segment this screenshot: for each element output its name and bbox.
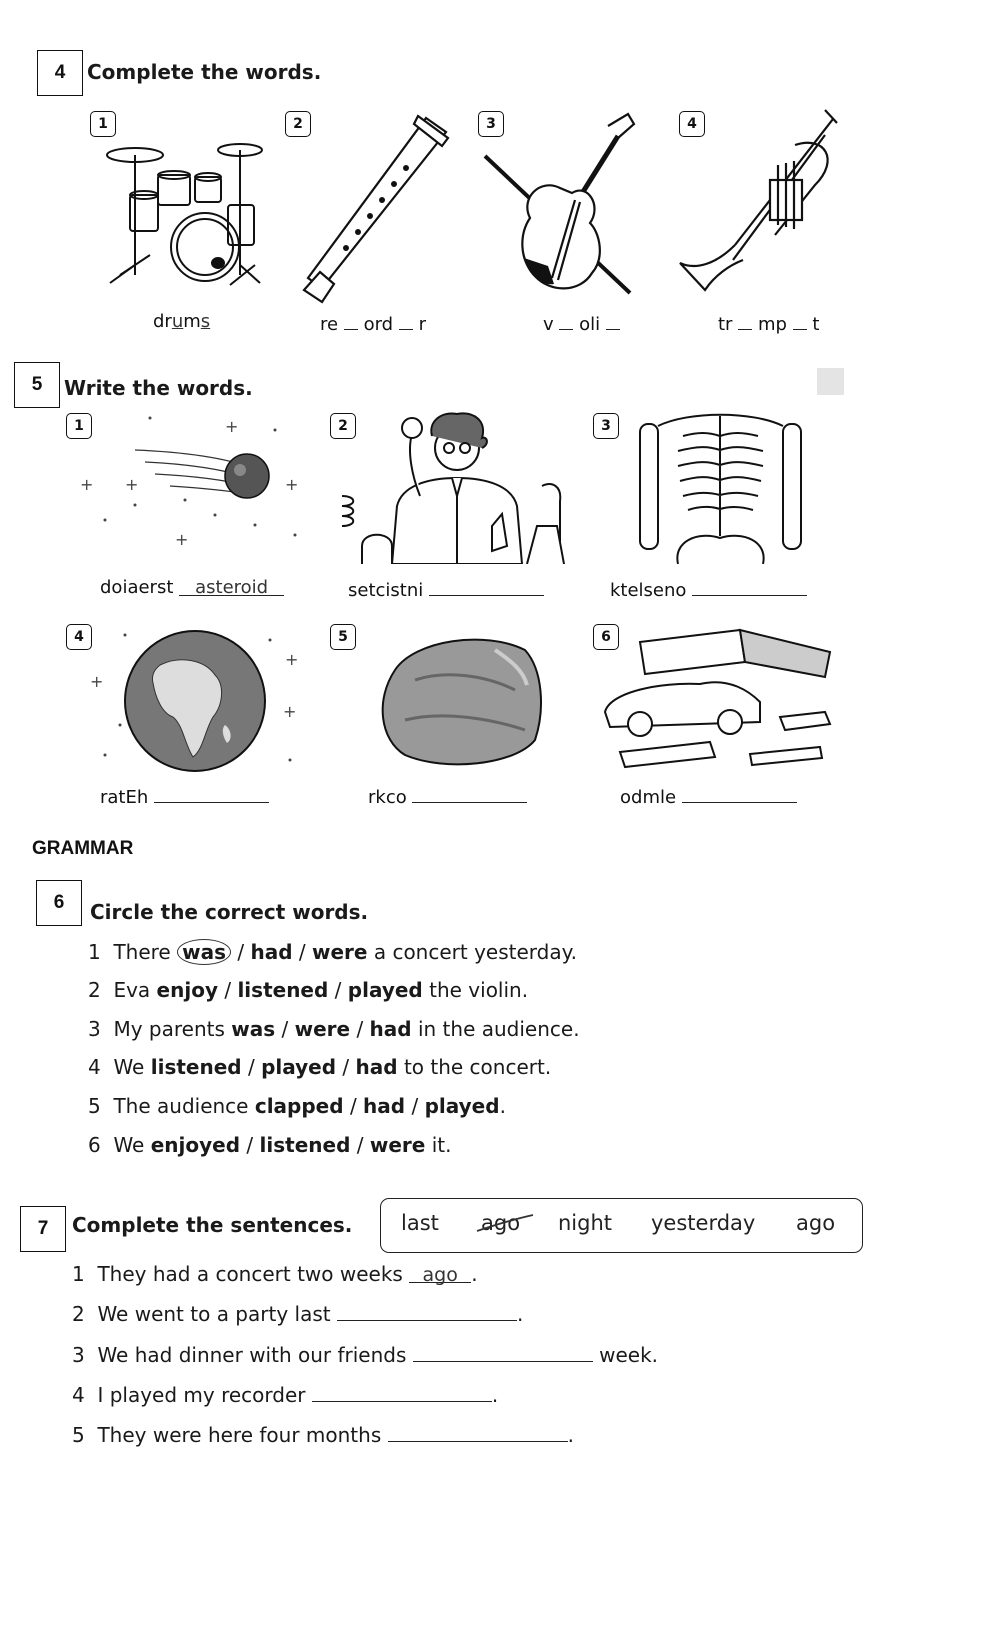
option-3[interactable]: were — [369, 1133, 426, 1157]
trumpet-icon — [675, 105, 850, 300]
ex5-picture-number-1: 1 — [66, 413, 92, 439]
skeleton-icon — [628, 406, 813, 564]
sentence-start: My parents — [113, 1017, 225, 1041]
sentence-end: week. — [599, 1343, 659, 1367]
ex4-word-3-mid: oli — [579, 314, 601, 335]
ex4-word-2-blank-1[interactable] — [344, 311, 358, 330]
sentence-number: 1 — [88, 940, 101, 964]
ex4-picture-number-3: 3 — [478, 111, 504, 137]
ex5-picture-number-4: 4 — [66, 624, 92, 650]
sentence-end: a concert yesterday. — [373, 940, 577, 964]
ex5-picture-number-6: 6 — [593, 624, 619, 650]
exercise-6-number: 6 — [36, 880, 82, 926]
asteroid-icon — [75, 410, 310, 560]
ex5-scrambled-1: doiaerst — [100, 577, 174, 598]
answer-blank[interactable] — [312, 1383, 492, 1402]
ex4-word-3-blank-2[interactable] — [606, 311, 620, 330]
ex4-word-4-blank-1[interactable] — [738, 311, 752, 330]
ex4-word-4-prefix: tr — [718, 314, 733, 335]
ex7-sentence-3 — [72, 1343, 658, 1367]
ex4-word-4-blank-2[interactable] — [793, 311, 807, 330]
option-separator: / — [298, 940, 306, 964]
svg-text:+: + — [80, 475, 94, 494]
ex5-answer-2[interactable] — [429, 577, 544, 596]
sentence-end: . — [499, 1094, 506, 1118]
word-box-word-4: yesterday — [651, 1211, 756, 1235]
ex5-answer-1[interactable]: asteroid — [179, 577, 284, 596]
option-separator: / — [342, 1055, 350, 1079]
ex4-word-4-mid: mp — [757, 314, 787, 335]
sentence-number: 2 — [72, 1302, 85, 1326]
sentence-number: 4 — [88, 1055, 101, 1079]
exercise-7-number: 7 — [20, 1206, 66, 1252]
option-3[interactable]: were — [312, 940, 368, 964]
ex5-answer-6[interactable] — [682, 784, 797, 803]
sentence-start: There — [113, 940, 171, 964]
svg-text:+: + — [175, 530, 189, 549]
exercise-5-number: 5 — [14, 362, 60, 408]
ex4-word-1-part-dr: dr — [153, 311, 172, 332]
ex4-picture-number-2: 2 — [285, 111, 311, 137]
sentence-end: to the concert. — [403, 1055, 552, 1079]
word-box-word-2-crossed: ago — [481, 1211, 521, 1235]
sentence-number: 6 — [88, 1133, 101, 1157]
ex4-word-2-blank-2[interactable] — [399, 311, 413, 330]
sentence-start: Eva — [113, 978, 151, 1002]
ex5-scrambled-2: setcistni — [348, 580, 424, 601]
ex6-sentence-2 — [88, 978, 528, 1002]
ex4-word-1-part-s: s — [200, 311, 211, 332]
option-separator: / — [349, 1094, 357, 1118]
option-2[interactable]: were — [294, 1017, 351, 1041]
word-box-word-5: ago — [796, 1211, 836, 1235]
sentence-start: We — [113, 1055, 145, 1079]
svg-text:+: + — [285, 650, 299, 669]
option-3[interactable]: had — [369, 1017, 412, 1041]
ex7-sentence-2 — [72, 1302, 523, 1326]
sentence-end: . — [567, 1423, 574, 1447]
ex4-word-3 — [543, 311, 620, 335]
option-2[interactable]: listened — [237, 978, 329, 1002]
exercise-4-number: 4 — [37, 50, 83, 96]
word-box-word-1: last — [401, 1211, 439, 1235]
scientist-icon — [332, 406, 577, 564]
ex4-word-4 — [718, 311, 819, 335]
sentence-number: 4 — [72, 1383, 85, 1407]
sentence-number: 5 — [88, 1094, 101, 1118]
ex6-sentence-4 — [88, 1055, 551, 1079]
shaded-square — [817, 368, 844, 395]
ex5-item-6 — [620, 784, 797, 808]
option-2[interactable]: played — [261, 1055, 337, 1079]
ex5-picture-number-2: 2 — [330, 413, 356, 439]
ex5-scrambled-4: ratEh — [100, 787, 149, 808]
sentence-end: . — [516, 1302, 524, 1326]
ex4-word-2-prefix: re — [320, 314, 339, 335]
ex5-scrambled-6: odmle — [620, 787, 677, 808]
ex4-word-2-suffix: r — [418, 314, 426, 335]
ex4-word-3-prefix: v — [543, 314, 554, 335]
rock-icon — [375, 630, 547, 772]
ex6-sentence-3 — [88, 1017, 580, 1041]
option-1[interactable]: was — [177, 939, 231, 965]
sentence-end: in the audience. — [417, 1017, 580, 1041]
ex4-picture-number-4: 4 — [679, 111, 705, 137]
option-separator: / — [237, 940, 245, 964]
option-3[interactable]: had — [355, 1055, 398, 1079]
strike-mark — [475, 1211, 537, 1237]
earth-icon — [85, 625, 310, 775]
sentence-number: 3 — [72, 1343, 85, 1367]
ex5-item-5 — [368, 784, 527, 808]
option-1[interactable]: enjoyed — [150, 1133, 241, 1157]
exercise-5-title: Write the words. — [64, 376, 253, 400]
sentence-start: We had dinner with our friends — [97, 1343, 407, 1367]
ex5-picture-number-5: 5 — [330, 624, 356, 650]
sentence-number: 5 — [72, 1423, 85, 1447]
ex7-sentence-1 — [72, 1262, 478, 1286]
ex4-word-1 — [153, 311, 210, 332]
exercise-6-title: Circle the correct words. — [90, 900, 369, 924]
option-separator: / — [246, 1133, 254, 1157]
option-2[interactable]: had — [363, 1094, 406, 1118]
option-separator: / — [247, 1055, 255, 1079]
answer-blank[interactable] — [388, 1423, 568, 1442]
sentence-end: it. — [431, 1133, 452, 1157]
option-2[interactable]: had — [250, 940, 293, 964]
violin-icon — [480, 108, 655, 303]
sentence-start: They were here four months — [97, 1423, 382, 1447]
svg-text:+: + — [225, 417, 239, 436]
ex6-sentence-6 — [88, 1133, 451, 1157]
ex5-item-2 — [348, 577, 544, 601]
sentence-start: We went to a party last — [97, 1302, 331, 1326]
ex5-item-1 — [100, 577, 284, 598]
drums-icon — [100, 135, 275, 295]
ex4-word-2-mid: ord — [363, 314, 394, 335]
sentence-end: the violin. — [429, 978, 529, 1002]
option-3[interactable]: played — [347, 978, 423, 1002]
option-3[interactable]: played — [424, 1094, 500, 1118]
ex5-answer-5[interactable] — [412, 784, 527, 803]
word-box — [380, 1198, 863, 1253]
model-kit-icon — [600, 622, 840, 774]
svg-text:+: + — [90, 672, 104, 691]
ex4-word-4-suffix: t — [812, 314, 820, 335]
ex7-sentence-4 — [72, 1383, 498, 1407]
grammar-heading: GRAMMAR — [32, 838, 134, 859]
exercise-7-title: Complete the sentences. — [72, 1213, 353, 1237]
ex4-word-1-part-m: m — [183, 311, 201, 332]
option-1[interactable]: listened — [150, 1055, 242, 1079]
option-separator: / — [356, 1133, 364, 1157]
ex4-picture-number-1: 1 — [90, 111, 116, 137]
ex5-item-3 — [610, 577, 807, 601]
recorder-icon — [298, 110, 458, 305]
sentence-end: . — [491, 1383, 499, 1407]
sentence-end: . — [471, 1262, 478, 1286]
sentence-number: 2 — [88, 978, 101, 1002]
sentence-start: We — [113, 1133, 145, 1157]
option-1[interactable]: enjoy — [156, 978, 218, 1002]
sentence-start: I played my recorder — [97, 1383, 306, 1407]
sentence-start: They had a concert two weeks — [97, 1262, 403, 1286]
option-separator: / — [411, 1094, 419, 1118]
sentence-start: The audience — [113, 1094, 249, 1118]
option-separator: / — [281, 1017, 289, 1041]
ex6-sentence-1 — [88, 940, 577, 964]
sentence-number: 1 — [72, 1262, 85, 1286]
ex5-answer-3[interactable] — [692, 577, 807, 596]
svg-text:+: + — [283, 702, 297, 721]
word-box-word-3: night — [558, 1211, 613, 1235]
ex5-item-4 — [100, 784, 269, 808]
ex4-word-1-part-u: u — [171, 311, 184, 332]
ex4-word-2 — [320, 311, 426, 335]
option-1[interactable]: clapped — [254, 1094, 344, 1118]
answer-blank[interactable] — [413, 1343, 593, 1362]
answer-blank[interactable]: ago — [409, 1264, 471, 1283]
option-2[interactable]: listened — [259, 1133, 351, 1157]
ex6-sentence-5 — [88, 1094, 506, 1118]
ex5-scrambled-5: rkco — [368, 787, 407, 808]
exercise-4-title: Complete the words. — [87, 60, 322, 84]
ex5-picture-number-3: 3 — [593, 413, 619, 439]
ex7-sentence-5 — [72, 1423, 574, 1447]
sentence-number: 3 — [88, 1017, 101, 1041]
option-separator: / — [334, 978, 342, 1002]
ex5-scrambled-3: ktelseno — [610, 580, 687, 601]
svg-text:+: + — [125, 475, 139, 494]
answer-blank[interactable] — [337, 1302, 517, 1321]
ex5-answer-4[interactable] — [154, 784, 269, 803]
svg-text:+: + — [285, 475, 299, 494]
ex4-word-3-blank-1[interactable] — [559, 311, 573, 330]
option-separator: / — [224, 978, 232, 1002]
option-separator: / — [356, 1017, 364, 1041]
option-1[interactable]: was — [231, 1017, 276, 1041]
